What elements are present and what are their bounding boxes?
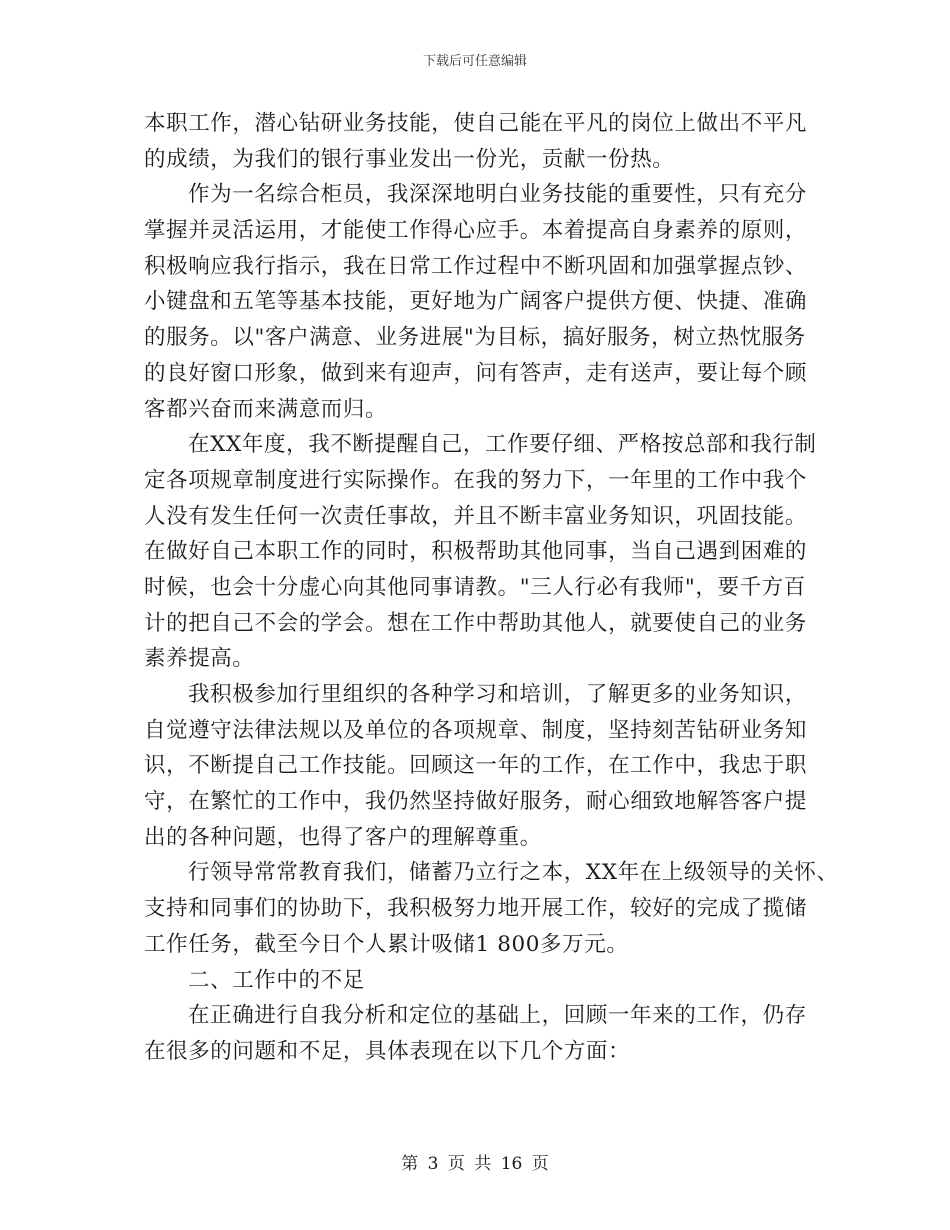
- text-line: 行领导常常教育我们，储蓄乃立行之本，XX年在上级领导的关怀、: [188, 860, 839, 886]
- text-line: 的服务。以"客户满意、业务进展"为目标，搞好服务，树立热忱服务: [144, 325, 806, 351]
- page-number: 第 3 页 共 16 页: [401, 1154, 549, 1174]
- text-line: 积极响应我行指示，我在日常工作过程中不断巩固和加强掌握点钞、: [144, 253, 808, 279]
- text-line: 素养提高。: [144, 646, 255, 672]
- text-line: 定各项规章制度进行实际操作。在我的努力下，一年里的工作中我个: [144, 467, 808, 493]
- text-line: 时候，也会十分虚心向其他同事请教。"三人行必有我师"，要千方百: [144, 574, 806, 600]
- text-line: 的良好窗口形象，做到来有迎声，问有答声，走有送声，要让每个顾: [144, 360, 808, 386]
- text-line: 本职工作，潜心钻研业务技能，使自己能在平凡的岗位上做出不平凡: [144, 111, 808, 136]
- text-line: 支持和同事们的协助下，我积极努力地开展工作，较好的完成了揽储: [144, 896, 808, 922]
- text-line: 小键盘和五笔等基本技能，更好地为广阔客户提供方便、快捷、准确: [144, 289, 808, 315]
- text-line: 识，不断提自己工作技能。回顾这一年的工作，在工作中，我忠于职: [144, 753, 808, 779]
- page-header-note: 下载后可任意编辑: [422, 54, 527, 69]
- text-line: 守，在繁忙的工作中，我仍然坚持做好服务，耐心细致地解答客户提: [144, 789, 808, 815]
- text-line: 我积极参加行里组织的各种学习和培训，了解更多的业务知识，: [188, 682, 807, 707]
- text-line: 出的各种问题，也得了客户的理解尊重。: [144, 824, 542, 850]
- text-line: 工作任务，截至今日个人累计吸储1 800多万元。: [144, 931, 629, 957]
- text-line: 在很多的问题和不足，具体表现在以下几个方面：: [144, 1038, 631, 1064]
- text-line: 掌握并灵活运用，才能使工作得心应手。本着提高自身素养的原则，: [144, 218, 808, 244]
- text-line: 自觉遵守法律法规以及单位的各项规章、制度，坚持刻苦钻研业务知: [144, 717, 808, 743]
- text-line: 在正确进行自我分析和定位的基础上，回顾一年来的工作，仍存: [188, 1003, 807, 1029]
- text-line: 计的把自己不会的学会。想在工作中帮助其他人，就要使自己的业务: [144, 610, 808, 636]
- document-body: [144, 106, 839, 1070]
- text-line: 作为一名综合柜员，我深深地明白业务技能的重要性，只有充分: [188, 182, 807, 208]
- section-heading: 二、工作中的不足: [188, 967, 365, 993]
- text-line: 在XX年度，我不断提醒自己，工作要仔细、严格按总部和我行制: [188, 432, 817, 458]
- text-line: 在做好自己本职工作的同时，积极帮助其他同事，当自己遇到困难的: [144, 539, 808, 565]
- text-line: 人没有发生任何一次责任事故，并且不断丰富业务知识，巩固技能。: [144, 503, 808, 529]
- text-line: 的成绩，为我们的银行事业发出一份光，贡献一份热。: [144, 146, 675, 172]
- text-line: 客都兴奋而来满意而归。: [144, 396, 388, 422]
